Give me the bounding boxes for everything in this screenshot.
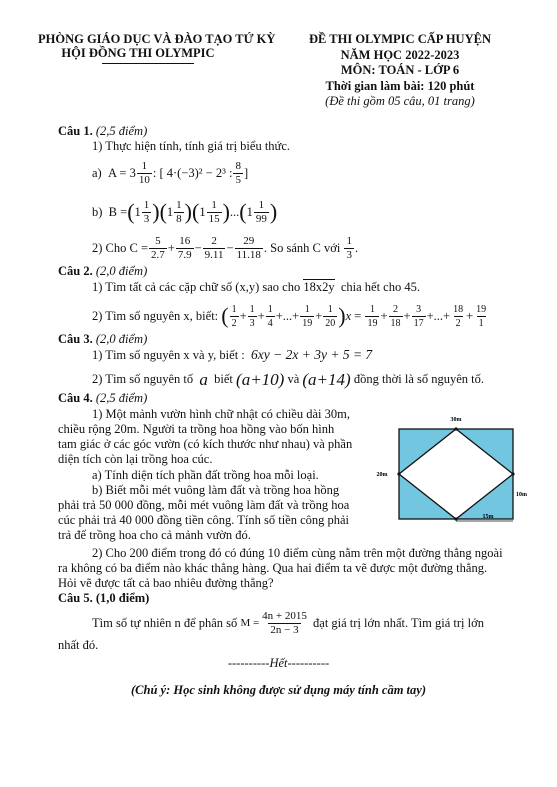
q4-line10: 2) Cho 200 điểm trong đó có đúng 10 điểm cùng nằm trên một đường thẳng ngoài bbox=[92, 546, 503, 560]
q1-part2-post: . So sánh C với bbox=[263, 240, 341, 255]
q3-part1 bbox=[92, 347, 372, 363]
q1-a-frac2-den: 5 bbox=[235, 173, 241, 186]
q2-r-frac5-num: 19 bbox=[476, 303, 487, 315]
header-right-line3: MÔN: TOÁN - LỚP 6 bbox=[340, 63, 460, 77]
q3-part1-pre: 1) Tìm số nguyên x và y, biết : bbox=[92, 348, 245, 362]
q2-l-frac4-den: 19 bbox=[302, 317, 313, 329]
q4-heading bbox=[58, 391, 147, 406]
q4-line11: ra không có ba điểm nào khác thẳng hàng. Qua hai điểm ta vẽ được một đường thẳng. bbox=[58, 561, 488, 575]
q1-b-expression: b) B = ( 1 $\frac{1}{3}$ ) ( 1 $\frac{1}{8}$ ) ( 1 $\frac{1}{15}$ ) ... ( 1 $\frac{1}{99}$ ) bbox=[92, 198, 278, 225]
q2-l-frac2-den: 3 bbox=[249, 317, 255, 329]
q1-title: Câu 1. bbox=[58, 124, 93, 138]
q2-l-dots: +...+ bbox=[275, 308, 300, 323]
q3-part2 bbox=[92, 368, 484, 390]
q1-c-frac4-num: 29 bbox=[243, 234, 255, 247]
q2-l-frac3-num: 1 bbox=[267, 303, 273, 315]
q2-l-frac5-num: 1 bbox=[327, 303, 333, 315]
q1-c-frac2-num: 16 bbox=[179, 234, 191, 247]
point-bottom bbox=[454, 517, 457, 520]
footer-note: (Chú ý: Học sinh không được sử dụng máy tính cầm tay) bbox=[131, 683, 426, 697]
point-top bbox=[454, 427, 457, 430]
q2-l-frac5-den: 20 bbox=[325, 317, 336, 329]
q4-line2: chiều rộng 20m. Người ta trồng hoa hồng vào bốn hình bbox=[58, 422, 335, 436]
q1-c-frac2-den: 7.9 bbox=[177, 248, 192, 261]
q1-c-cmp-den: 3 bbox=[346, 248, 352, 261]
end-marker: ----------Hết---------- bbox=[227, 656, 330, 670]
q2-part1-pre: 1) Tìm tất cả các cặp chữ số (x,y) sao cho bbox=[92, 280, 301, 294]
q2-part2-expression: 2) Tìm số nguyên x, biết: ( $\frac{1}{2}$ + $\frac{1}{3}$ + $\frac{1}{4}$ +...+ $\frac{1}{19}$ + $\frac{1}{20}$ ) x = $\frac{1}{19}$ + $\frac{2}{18}$ + $\frac{3}{17}$ +...+ $\frac{18}{2}$ + $\frac{19}{1}$ bbox=[92, 303, 487, 329]
q1-b-dots: ... bbox=[229, 204, 240, 219]
q1-c-frac1-den: 2.7 bbox=[151, 248, 165, 261]
q1-c-frac3-den: 9.11 bbox=[204, 248, 224, 261]
q3-part2-post: đồng thời là số nguyên tố. bbox=[353, 371, 485, 386]
q1-c-cmp-num: 1 bbox=[346, 234, 352, 247]
q3-part2-expr2: (a+14) bbox=[302, 369, 351, 389]
garden-figure bbox=[372, 412, 527, 536]
q1-b-term1-num: 1 bbox=[143, 198, 150, 211]
q1-c-frac4-den: 11.18 bbox=[236, 248, 261, 261]
q1-b-term3-den: 15 bbox=[208, 212, 220, 225]
q1-b-term2-den: 8 bbox=[176, 212, 182, 225]
header-right-line5: (Đề thi gồm 05 câu, 01 trang) bbox=[325, 94, 475, 108]
q2-title: Câu 2. bbox=[58, 264, 93, 278]
q2-part1-number: 18x2y bbox=[303, 280, 335, 294]
q3-part2-pre: 2) Tìm số nguyên tố bbox=[92, 371, 194, 386]
q2-l-frac4-num: 1 bbox=[304, 303, 310, 315]
q1-b-pre: B = bbox=[108, 204, 128, 219]
q2-r-frac4-num: 18 bbox=[453, 303, 464, 315]
q2-r-frac5-den: 1 bbox=[478, 317, 484, 329]
q2-r-frac3-den: 17 bbox=[413, 317, 424, 329]
header-right-line4: Thời gian làm bài: 120 phút bbox=[325, 79, 475, 93]
q1-a-frac2-num: 8 bbox=[235, 159, 241, 172]
q1-c-frac3-num: 2 bbox=[211, 234, 217, 247]
q1-part2-expression: 2) Cho C = $\frac{5}{2.7}$ + $\frac{16}{7.9}$ − $\frac{2}{9.11}$ − $\frac{29}{11.18}$ . So sánh C với $\frac{1}{3}$ . bbox=[92, 234, 359, 261]
q2-r-frac1-num: 1 bbox=[369, 303, 375, 315]
q2-r-frac3-num: 3 bbox=[416, 303, 422, 315]
q2-r-frac2-num: 2 bbox=[393, 303, 399, 315]
fig-left-label: 20m bbox=[376, 472, 388, 478]
q1-b-term1-den: 3 bbox=[143, 212, 150, 225]
q4-line8: cúc phải trả 40 000 đồng tiền công. Tính số tiền công phải bbox=[58, 513, 350, 527]
q1-b-label: b) bbox=[92, 204, 103, 219]
q3-title: Câu 3. bbox=[58, 332, 93, 346]
q1-heading bbox=[58, 124, 147, 139]
header-right-line1: ĐỀ THI OLYMPIC CẤP HUYỆN bbox=[309, 32, 491, 46]
q2-l-frac3-den: 4 bbox=[267, 317, 273, 329]
q1-c-frac1-num: 5 bbox=[155, 234, 161, 247]
header-left-line1: PHÒNG GIÁO DỤC VÀ ĐÀO TẠO TỨ KỲ bbox=[38, 32, 276, 46]
q5-line1-post: đạt giá trị lớn nhất. Tìm giá trị lớn bbox=[313, 615, 484, 630]
q1-points: (2,5 điểm) bbox=[95, 124, 148, 138]
q3-part2-mid1: biết bbox=[214, 371, 233, 386]
fig-top-label: 30m bbox=[450, 417, 462, 423]
q5-line1-pre: Tìm số tự nhiên n để phân số bbox=[92, 615, 238, 630]
q1-b-term3-num: 1 bbox=[211, 198, 217, 211]
header-right-line2: NĂM HỌC 2022-2023 bbox=[340, 48, 460, 62]
q1-a-expression bbox=[92, 155, 248, 191]
point-left bbox=[397, 472, 400, 475]
q4-line3: tam giác ở các góc vườn (có kích thước như nhau) và phần bbox=[58, 437, 353, 451]
q3-part2-expr1: (a+10) bbox=[236, 369, 285, 389]
q2-l-frac2-num: 1 bbox=[249, 303, 255, 315]
q5-frac-den: 2n − 3 bbox=[270, 623, 299, 636]
q2-points: (2,0 điểm) bbox=[95, 264, 148, 278]
q4-line7: phải trả 50 000 đồng, mỗi mét vuông làm đất và trồng hoa bbox=[58, 498, 350, 512]
q4-line1: 1) Một mảnh vườn hình chữ nhật có chiều dài 30m, bbox=[92, 407, 350, 421]
q2-part1-post: chia hết cho 45. bbox=[340, 280, 420, 294]
q1-b-term2-num: 1 bbox=[176, 198, 182, 211]
q1-part1-text: 1) Thực hiện tính, tính giá trị biểu thức. bbox=[92, 139, 291, 153]
q5-m-label: M = bbox=[240, 616, 260, 629]
fig-bottom-label: 15m bbox=[482, 514, 494, 520]
fig-right-label: 10m bbox=[516, 492, 527, 498]
q4-line5: a) Tính diện tích phần đất trồng hoa mỗi loại. bbox=[92, 468, 319, 482]
q2-part1 bbox=[92, 280, 420, 295]
q2-r-frac2-den: 18 bbox=[390, 317, 401, 329]
q2-heading bbox=[58, 264, 147, 279]
q5-line2: nhất đó. bbox=[58, 638, 99, 652]
q1-a-end: ] bbox=[243, 165, 249, 180]
q5-frac-num: 4n + 2015 bbox=[262, 609, 307, 622]
q1-a-frac1-den: 10 bbox=[138, 173, 150, 186]
q5-line1 bbox=[92, 606, 484, 640]
q1-part2-pre: 2) Cho C = bbox=[92, 240, 149, 255]
point-right bbox=[511, 472, 514, 475]
q1-b-term4-num: 1 bbox=[258, 198, 265, 211]
q1-a-frac1-num: 1 bbox=[141, 159, 148, 172]
header-underline bbox=[102, 63, 194, 64]
q3-part1-equation: 6xy − 2x + 3y + 5 = 7 bbox=[251, 347, 373, 362]
q3-part2-mid2: và bbox=[287, 371, 300, 386]
q3-heading bbox=[58, 332, 147, 347]
q1-a-label: a) bbox=[92, 165, 102, 180]
q4-points: (2,5 điểm) bbox=[95, 391, 148, 405]
q1-a-mid: : [ 4·(−3)² − 2³ : bbox=[152, 165, 233, 180]
q2-l-frac1-num: 1 bbox=[231, 303, 237, 315]
q2-r-frac4-den: 2 bbox=[455, 317, 461, 329]
q4-line4: diện tích còn lại trồng hoa cúc. bbox=[58, 452, 213, 466]
q2-r-dots: +...+ bbox=[426, 308, 451, 323]
q2-part2-pre: 2) Tìm số nguyên x, biết: bbox=[92, 308, 219, 323]
q2-l-frac1-den: 2 bbox=[231, 317, 237, 329]
q1-b-term4-den: 99 bbox=[255, 212, 267, 225]
q4-line12: Hỏi vẽ được tất cả bao nhiêu đường thẳng? bbox=[58, 576, 274, 590]
q3-part2-var: a bbox=[199, 369, 208, 389]
q4-line9: trả để trồng hoa cho cả mảnh vườn đó. bbox=[58, 528, 251, 542]
q3-points: (2,0 điểm) bbox=[95, 332, 148, 346]
q2-r-frac1-den: 19 bbox=[367, 317, 378, 329]
q5-title: Câu 5. (1,0 điểm) bbox=[58, 591, 150, 605]
header-left-line2: HỘI ĐỒNG THI OLYMPIC bbox=[61, 46, 215, 60]
q4-title: Câu 4. bbox=[58, 391, 93, 405]
q1-a-pre: A = 3 bbox=[107, 165, 136, 180]
q4-line6: b) Biết mỗi mét vuông làm đất và trồng hoa hồng bbox=[92, 483, 340, 497]
